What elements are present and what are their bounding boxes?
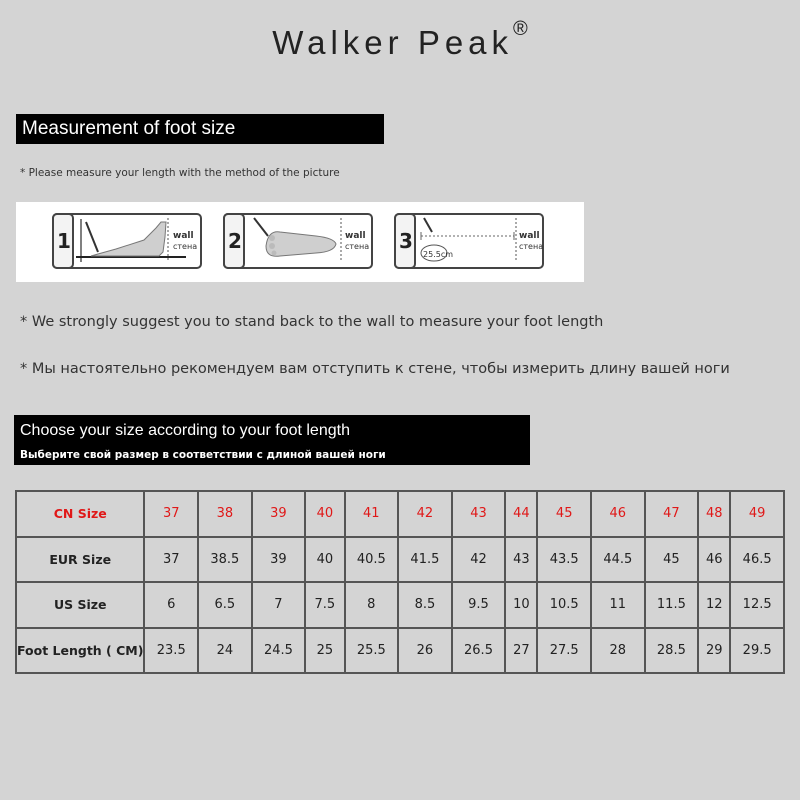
table-cell: 43 xyxy=(505,537,537,583)
table-cell: 46 xyxy=(591,491,645,537)
step-1-wall-label: wall xyxy=(173,231,194,241)
size-chart-table xyxy=(15,490,785,674)
table-cell: 40.5 xyxy=(345,537,399,583)
table-cell: 37 xyxy=(144,491,198,537)
table-cell: 46 xyxy=(698,537,730,583)
table-cell: 27 xyxy=(505,628,537,674)
table-cell: 39 xyxy=(252,491,306,537)
method-note: * Please measure your length with the method of the picture xyxy=(20,167,340,179)
cn-size-row xyxy=(16,491,784,537)
table-cell: 8.5 xyxy=(398,582,452,628)
table-cell: 10 xyxy=(505,582,537,628)
foot-length-row xyxy=(16,628,784,674)
table-cell: 45 xyxy=(537,491,591,537)
table-cell: 44.5 xyxy=(591,537,645,583)
suggestion-english: * We strongly suggest you to stand back to the wall to measure your foot length xyxy=(20,314,604,330)
step-2-wall-label: wall xyxy=(345,231,366,241)
eur-size-row xyxy=(16,537,784,583)
table-cell: 25.5 xyxy=(345,628,399,674)
table-cell: 42 xyxy=(398,491,452,537)
table-cell: 24 xyxy=(198,628,252,674)
table-cell: 12.5 xyxy=(730,582,784,628)
row-header: Foot Length ( CM) xyxy=(16,628,144,674)
step-3-wall-label: wall xyxy=(519,231,540,241)
table-cell: 10.5 xyxy=(537,582,591,628)
table-cell: 11.5 xyxy=(645,582,699,628)
size-choice-title-en: Choose your size according to your foot length xyxy=(20,422,350,439)
table-cell: 8 xyxy=(345,582,399,628)
row-header: US Size xyxy=(16,582,144,628)
section-title-measurement: Measurement of foot size xyxy=(16,114,384,144)
table-cell: 28 xyxy=(591,628,645,674)
step-1-number: 1 xyxy=(57,229,71,253)
table-cell: 41 xyxy=(345,491,399,537)
suggestion-russian: * Мы настоятельно рекомендуем вам отступить к стене, чтобы измерить длину вашей ноги xyxy=(20,361,730,377)
table-cell: 38.5 xyxy=(198,537,252,583)
table-cell: 7.5 xyxy=(305,582,344,628)
size-choice-title-ru: Выберите свой размер в соответствии с длиной вашей ноги xyxy=(20,449,386,461)
table-cell: 37 xyxy=(144,537,198,583)
table-cell: 27.5 xyxy=(537,628,591,674)
registered-mark: ® xyxy=(513,18,528,40)
step-1-panel xyxy=(53,214,201,268)
table-cell: 38 xyxy=(198,491,252,537)
row-header: CN Size xyxy=(16,491,144,537)
table-cell: 42 xyxy=(452,537,506,583)
table-cell: 49 xyxy=(730,491,784,537)
section-title-size-choice xyxy=(14,415,530,465)
measurement-illustration xyxy=(16,202,584,282)
table-cell: 25 xyxy=(305,628,344,674)
table-cell: 12 xyxy=(698,582,730,628)
table-cell: 6 xyxy=(144,582,198,628)
table-cell: 9.5 xyxy=(452,582,506,628)
step-2-wall-label-ru: стена xyxy=(345,242,370,251)
us-size-row xyxy=(16,582,784,628)
table-cell: 40 xyxy=(305,537,344,583)
table-cell: 29.5 xyxy=(730,628,784,674)
step-2-number: 2 xyxy=(228,229,242,253)
table-cell: 40 xyxy=(305,491,344,537)
table-cell: 26.5 xyxy=(452,628,506,674)
step-3-panel xyxy=(395,214,543,268)
brand-logo xyxy=(0,18,800,62)
table-cell: 46.5 xyxy=(730,537,784,583)
table-cell: 41.5 xyxy=(398,537,452,583)
step-3-wall-label-ru: стена xyxy=(519,242,544,251)
table-cell: 24.5 xyxy=(252,628,306,674)
table-cell: 28.5 xyxy=(645,628,699,674)
table-cell: 29 xyxy=(698,628,730,674)
step-3-number: 3 xyxy=(399,229,413,253)
step-3-measure-label: 25.5cm xyxy=(423,250,454,259)
table-cell: 26 xyxy=(398,628,452,674)
table-cell: 39 xyxy=(252,537,306,583)
table-cell: 48 xyxy=(698,491,730,537)
row-header: EUR Size xyxy=(16,537,144,583)
step-1-wall-label-ru: стена xyxy=(173,242,198,251)
table-cell: 47 xyxy=(645,491,699,537)
table-cell: 44 xyxy=(505,491,537,537)
table-cell: 23.5 xyxy=(144,628,198,674)
table-cell: 43 xyxy=(452,491,506,537)
brand-name: Walker Peak xyxy=(272,24,514,61)
table-cell: 11 xyxy=(591,582,645,628)
table-cell: 45 xyxy=(645,537,699,583)
table-cell: 6.5 xyxy=(198,582,252,628)
table-cell: 43.5 xyxy=(537,537,591,583)
table-cell: 7 xyxy=(252,582,306,628)
step-2-panel xyxy=(224,214,372,268)
